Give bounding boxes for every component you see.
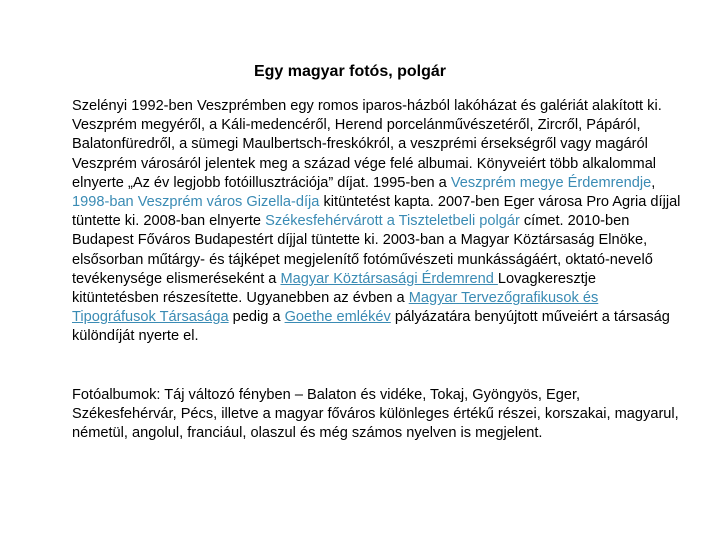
text-segment: pedig a <box>228 309 285 326</box>
biography-paragraph <box>72 97 682 347</box>
text-segment: Szelényi 1992-ben Veszprémben egy romos iparos-házból lakóházat és galériát alakított ki. Veszprém megyéről, a Káli-medencéről, Herend porcelánművészetéről, Zircről, Pápáról, Balatonfüredről, a sümegi Maulbertsch-freskókról, a veszprémi érsekségről vagy magáról Veszprém városáról jelentek meg a század vége felé albumai. Könyveiért több alkalommal elnyerte „Az év legjobb fotóillusztrációja” díjat. 1995-ben a <box>72 98 662 191</box>
text-segment: Lovagkeresztje kitüntetésben részesítette. Ugyanebben az évben a <box>72 270 597 307</box>
page-title: Egy magyar fotós, polgár <box>253 63 447 80</box>
text-segment: , <box>651 174 656 191</box>
text-segment: kitüntetést kapta. 2007-ben Eger városa Pro Agria díjjal tüntette ki. 2008-ban elnyerte <box>72 194 681 230</box>
link-gizella-dij[interactable]: 1998-ban Veszprém város Gizella-díja <box>72 194 320 211</box>
link-tiszteletbeli-polgar[interactable]: Székesfehérvárott a Tiszteletbeli polgár <box>265 213 520 230</box>
photo-albums-paragraph: Fotóalbumok: Táj változó fényben – Balaton és vidéke, Tokaj, Gyöngyös, Eger, Székesfehérvár, Pécs, illetve a magyar főváros különleges értékű részei, korszakai, magyarul, németül, angolul, franciául, olaszul és még számos nyelven is megjelent. <box>72 387 679 442</box>
link-veszprem-megye-erdemrendje[interactable]: Veszprém megye Érdemrendje <box>450 174 652 191</box>
text-segment: pályázatára benyújtott műveiért a társaság különdíját nyerte el. <box>72 309 670 345</box>
link-koztarsasagi-erdemrend[interactable]: Magyar Köztársasági Érdemrend <box>280 270 498 287</box>
link-goethe-emlekev[interactable]: Goethe emlékév <box>284 309 391 326</box>
link-tervezografikusok-tarsasaga[interactable]: Magyar Tervezőgrafikusok és Tipográfusok Társasága <box>72 290 599 326</box>
text-segment: címet. 2010-ben Budapest Főváros Budapestért díjjal tüntette ki. 2003-ban a Magyar Köztársaság Elnöke, elsősorban műtárgy- és tájképet megjelenítő fotóművészeti munkásságáért, oktató-nevelő tevékenysége elismeréseként a <box>72 213 653 287</box>
